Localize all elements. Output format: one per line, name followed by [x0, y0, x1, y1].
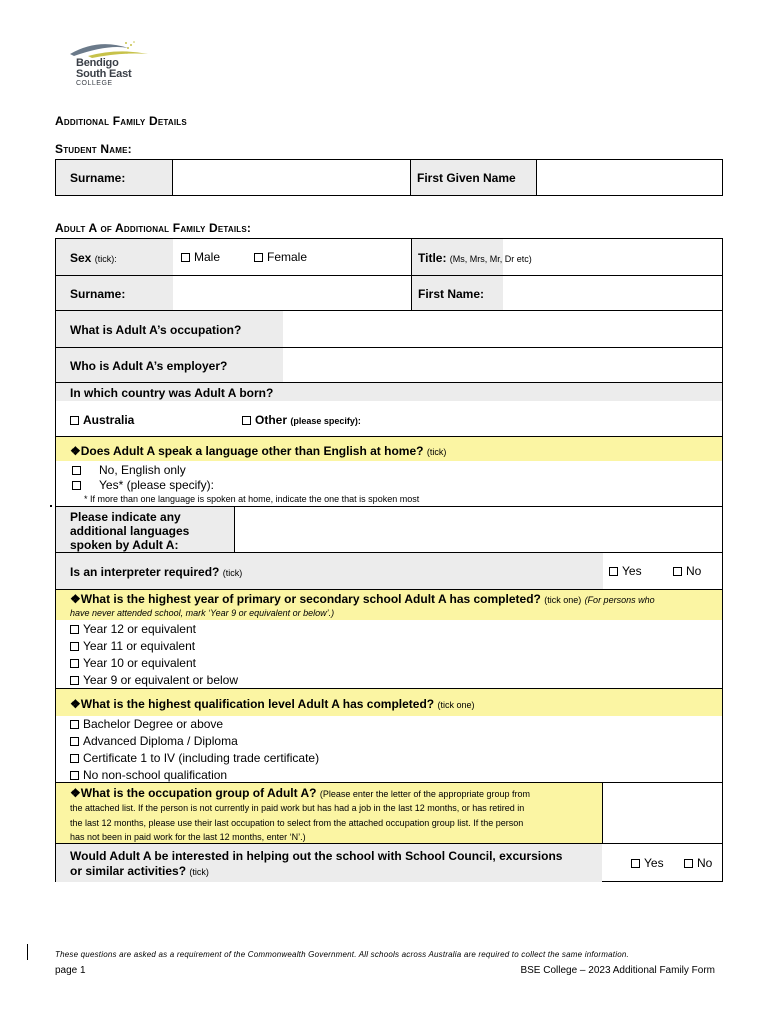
student-given-label: First Given Name [411, 160, 537, 196]
occupation-group-question: ❖What is the occupation group of Adult A? (Please enter the letter of the appropriate group from [70, 786, 530, 800]
employer-question: Who is Adult A’s employer? [70, 359, 228, 373]
checkbox-icon[interactable] [684, 859, 693, 868]
language-question: ❖Does Adult A speak a language other than English at home? (tick) [70, 444, 447, 458]
school-year-hint: have never attended school, mark ‘Year 9 or equivalent or below’.) [70, 608, 335, 618]
council-no-option[interactable]: No [684, 856, 712, 870]
born-australia-option[interactable]: Australia [70, 413, 134, 427]
interpreter-yes-option[interactable]: Yes [609, 564, 642, 578]
language-yes-option[interactable]: Yes* (please specify): [72, 478, 214, 492]
employer-field[interactable] [284, 349, 720, 382]
student-surname-label: Surname: [56, 160, 173, 196]
checkbox-icon[interactable] [70, 771, 79, 780]
interpreter-no-option[interactable]: No [673, 564, 701, 578]
interpreter-block [55, 552, 723, 590]
language-english-only-option[interactable]: No, English only [72, 463, 186, 477]
adult-a-basic-block [55, 238, 723, 311]
interpreter-question: Is an interpreter required? (tick) [70, 565, 243, 579]
qualification-option-bachelor[interactable]: Bachelor Degree or above [70, 717, 223, 731]
council-question-line1: Would Adult A be interested in helping out the school with School Council, excursions [70, 849, 563, 863]
checkbox-icon[interactable] [70, 659, 79, 668]
checkbox-icon[interactable] [70, 676, 79, 685]
margin-dot [50, 505, 52, 507]
school-year-option-12[interactable]: Year 12 or equivalent [70, 622, 196, 636]
school-year-option-9[interactable]: Year 9 or equivalent or below [70, 673, 238, 687]
country-born-block [55, 382, 723, 437]
council-question-line2: or similar activities? (tick) [70, 864, 209, 878]
school-year-question: ❖What is the highest year of primary or secondary school Adult A has completed? (tick one) (For persons who [70, 592, 655, 606]
occupation-group-line4: has not been in paid work for the last 12 months, enter ‘N’.) [70, 832, 306, 842]
checkbox-icon[interactable] [70, 416, 79, 425]
checkbox-icon[interactable] [631, 859, 640, 868]
form-title: Additional Family Details [55, 114, 187, 128]
born-other-option[interactable]: Other (please specify): [242, 413, 361, 427]
qualification-option-diploma[interactable]: Advanced Diploma / Diploma [70, 734, 238, 748]
qualification-block [55, 688, 723, 783]
logo-text: Bendigo South East COLLEGE [76, 57, 132, 87]
student-surname-field[interactable] [173, 160, 411, 196]
country-born-question: In which country was Adult A born? [70, 386, 274, 400]
occupation-question: What is Adult A’s occupation? [70, 323, 242, 337]
occupation-group-line2: the attached list. If the person is not currently in paid work but has had a job in the last 12 months, or has retired in [70, 803, 525, 813]
council-block [55, 843, 723, 882]
adult-first-name-field[interactable] [504, 277, 720, 310]
checkbox-icon[interactable] [72, 481, 81, 490]
school-year-option-10[interactable]: Year 10 or equivalent [70, 656, 196, 670]
checkbox-icon[interactable] [181, 253, 190, 262]
checkbox-icon[interactable] [609, 567, 618, 576]
student-name-table [55, 159, 723, 196]
college-logo [68, 40, 158, 92]
occupation-group-line3: the last 12 months, please use their last occupation to select from the attached occupation group list. If the person [70, 818, 524, 828]
footer-disclaimer: These questions are asked as a requirement of the Commonwealth Government. All schools across Australia are required to collect the same information. [55, 950, 629, 959]
occupation-group-field[interactable] [604, 785, 720, 842]
council-yes-option[interactable]: Yes [631, 856, 664, 870]
checkbox-icon[interactable] [254, 253, 263, 262]
additional-languages-field[interactable] [236, 509, 720, 551]
qualification-option-none[interactable]: No non-school qualification [70, 768, 227, 782]
additional-languages-block [55, 506, 723, 553]
language-note: * If more than one language is spoken at home, indicate the one that is spoken most [84, 494, 420, 504]
checkbox-icon[interactable] [72, 466, 81, 475]
sex-female-option[interactable]: Female [254, 250, 307, 264]
qualification-question: ❖What is the highest qualification level Adult A has completed? (tick one) [70, 697, 475, 711]
title-label: Title: (Ms, Mrs, Mr, Dr etc) [418, 251, 532, 265]
checkbox-icon[interactable] [673, 567, 682, 576]
student-given-field[interactable] [537, 160, 723, 196]
school-year-option-11[interactable]: Year 11 or equivalent [70, 639, 195, 653]
qualification-option-certificate[interactable]: Certificate 1 to IV (including trade certificate) [70, 751, 319, 765]
footer-form-name: BSE College – 2023 Additional Family Form [520, 965, 715, 976]
school-year-block [55, 589, 723, 689]
language-block [55, 436, 723, 507]
checkbox-icon[interactable] [70, 737, 79, 746]
margin-bar [27, 944, 28, 960]
checkbox-icon[interactable] [70, 625, 79, 634]
footer-page-number: page 1 [55, 965, 86, 976]
occupation-employer-block [55, 310, 723, 383]
occupation-group-block [55, 782, 723, 844]
adult-first-name-label: First Name: [418, 287, 485, 301]
adult-a-heading: Adult A of Additional Family Details: [55, 221, 252, 235]
adult-surname-label: Surname: [70, 287, 126, 301]
checkbox-icon[interactable] [70, 754, 79, 763]
student-name-heading: Student Name: [55, 142, 132, 156]
sex-label: Sex (tick): [70, 251, 117, 265]
adult-surname-field[interactable] [174, 277, 410, 310]
title-field[interactable] [546, 241, 720, 273]
additional-languages-label: Please indicate any additional languages spoken by Adult A: [70, 510, 190, 552]
occupation-field[interactable] [284, 313, 720, 346]
checkbox-icon[interactable] [70, 642, 79, 651]
checkbox-icon[interactable] [70, 720, 79, 729]
checkbox-icon[interactable] [242, 416, 251, 425]
sex-male-option[interactable]: Male [181, 250, 220, 264]
